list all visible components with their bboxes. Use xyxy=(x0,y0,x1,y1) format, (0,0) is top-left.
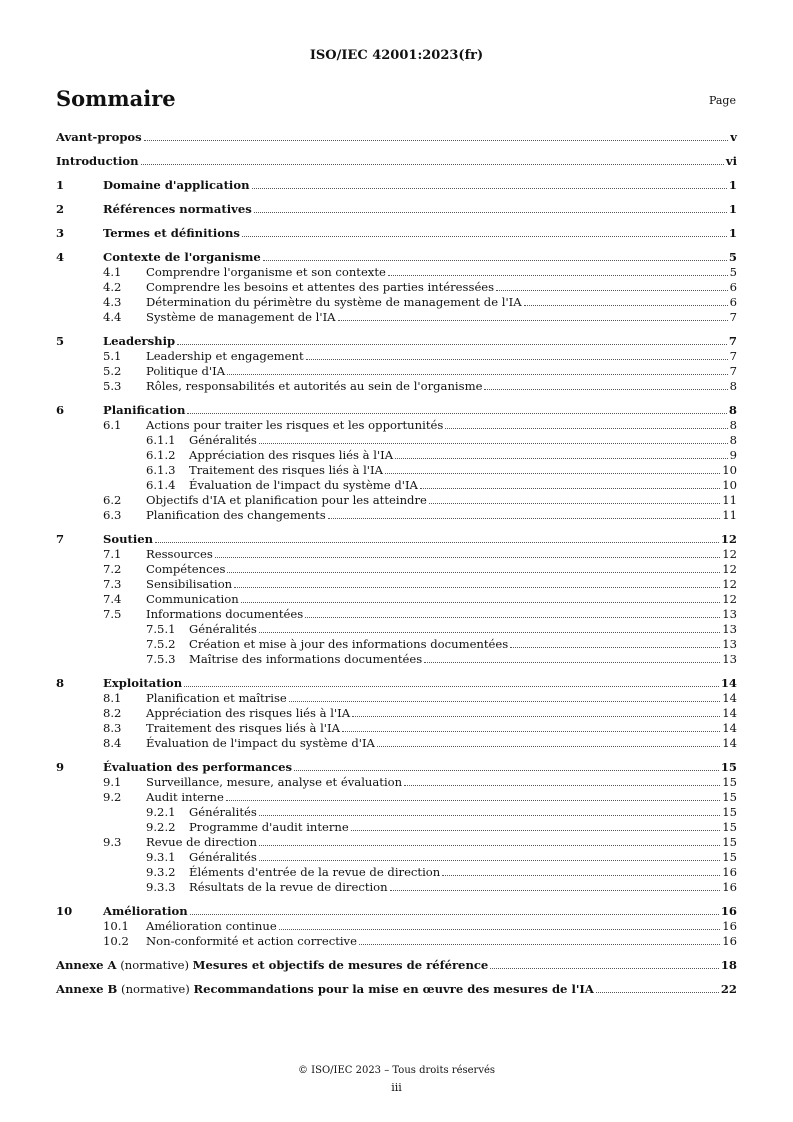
toc-entry[interactable] xyxy=(56,835,737,850)
dot-leader xyxy=(215,556,720,558)
toc-entry[interactable] xyxy=(56,706,737,721)
dot-leader xyxy=(227,373,728,375)
toc-entry[interactable] xyxy=(56,676,737,691)
toc-entry-page: 12 xyxy=(722,562,737,576)
dot-leader xyxy=(289,700,720,702)
toc-entry[interactable] xyxy=(56,652,737,667)
toc-entry-number: 3 xyxy=(56,226,65,240)
toc-entry-number: 7.5.2 xyxy=(146,637,176,651)
toc-entry[interactable] xyxy=(56,202,737,217)
toc-entry-title: Résultats de la revue de direction xyxy=(189,880,388,894)
toc-entry-number: 6.1.2 xyxy=(146,448,176,462)
toc-entry-page: 16 xyxy=(720,904,737,918)
toc-entry-page: 12 xyxy=(720,532,737,546)
dot-leader xyxy=(259,859,720,861)
toc-entry-number: 7.2 xyxy=(103,562,122,576)
toc-entry[interactable] xyxy=(56,805,737,820)
toc-entry[interactable] xyxy=(56,919,737,934)
table-of-contents xyxy=(56,130,737,997)
toc-entry-title: Traitement des risques liés à l'IA xyxy=(189,463,383,477)
dot-leader xyxy=(254,211,727,213)
toc-entry-title: Planification des changements xyxy=(146,508,326,522)
toc-entry-title: Évaluation de l'impact du système d'IA xyxy=(146,736,375,750)
toc-entry-page: 16 xyxy=(722,865,737,879)
toc-entry-title: Sensibilisation xyxy=(146,577,233,591)
toc-entry-title: Leadership et engagement xyxy=(146,349,304,363)
toc-entry-title: Généralités xyxy=(189,850,257,864)
toc-entry-number: 9.3.1 xyxy=(146,850,176,864)
toc-entry-number: 5.3 xyxy=(103,379,122,393)
toc-entry[interactable] xyxy=(56,493,737,508)
dot-leader xyxy=(259,844,720,846)
toc-entry-title: Contexte de l'organisme xyxy=(103,250,261,264)
toc-entry[interactable] xyxy=(56,982,737,997)
toc-entry-page: 1 xyxy=(728,202,737,216)
toc-entry[interactable] xyxy=(56,433,737,448)
toc-entry-page: 6 xyxy=(729,280,737,294)
toc-entry-page: 15 xyxy=(722,820,737,834)
toc-entry-title: Surveillance, mesure, analyse et évaluation xyxy=(146,775,403,789)
dot-leader xyxy=(395,457,728,459)
toc-entry-number: 8.3 xyxy=(103,721,122,735)
copyright-notice: © ISO/IEC 2023 – Tous droits réservés xyxy=(297,1065,496,1076)
annex-type: (normative) xyxy=(117,982,194,996)
toc-entry-page: 1 xyxy=(728,178,737,192)
toc-entry[interactable] xyxy=(56,418,737,433)
toc-entry-title: Planification xyxy=(103,403,186,417)
dot-leader xyxy=(359,943,720,945)
dot-leader xyxy=(420,487,720,489)
toc-entry[interactable] xyxy=(56,880,737,895)
toc-entry-page: 11 xyxy=(722,493,737,507)
toc-entry-title: Audit interne xyxy=(146,790,224,804)
toc-entry[interactable] xyxy=(56,130,737,145)
toc-entry-title: Communication xyxy=(146,592,239,606)
annex-title: Recommandations pour la mise en œuvre des mesures de l'IA xyxy=(193,982,594,996)
toc-entry-page: 8 xyxy=(728,403,737,417)
dot-leader xyxy=(445,427,727,429)
toc-entry-page: 7 xyxy=(729,364,737,378)
dot-leader xyxy=(241,601,721,603)
dot-leader xyxy=(227,571,720,573)
toc-entry-title: Avant-propos xyxy=(56,130,142,144)
toc-entry-page: v xyxy=(730,130,737,144)
dot-leader xyxy=(596,991,719,993)
annex-type: (normative) xyxy=(116,958,193,972)
toc-entry-title: Maîtrise des informations documentées xyxy=(189,652,423,666)
toc-entry-title: Planification et maîtrise xyxy=(146,691,287,705)
toc-entry-number: 9.2 xyxy=(103,790,122,804)
toc-entry-page: 13 xyxy=(722,607,737,621)
dot-leader xyxy=(259,442,728,444)
toc-entry-title: Appréciation des risques liés à l'IA xyxy=(189,448,394,462)
toc-entry-number: 6.1.1 xyxy=(146,433,176,447)
annex-label: Annexe A xyxy=(56,958,117,972)
toc-entry[interactable] xyxy=(56,226,737,241)
dot-leader xyxy=(155,541,719,543)
toc-entry-page: 11 xyxy=(722,508,737,522)
toc-entry-number: 7.3 xyxy=(103,577,122,591)
toc-entry[interactable] xyxy=(56,448,737,463)
dot-leader xyxy=(144,139,729,141)
toc-entry[interactable] xyxy=(56,760,737,775)
toc-entry-number: 10.2 xyxy=(103,934,129,948)
dot-leader xyxy=(187,412,727,414)
dot-leader xyxy=(242,235,727,237)
toc-entry-page: 10 xyxy=(722,463,737,477)
toc-entry-title: Traitement des risques liés à l'IA xyxy=(146,721,340,735)
toc-entry-number: 8.4 xyxy=(103,736,122,750)
toc-entry-page: 12 xyxy=(722,547,737,561)
toc-entry[interactable] xyxy=(56,958,737,973)
toc-entry[interactable] xyxy=(56,250,737,265)
toc-entry[interactable] xyxy=(56,904,737,919)
toc-entry-number: 6.3 xyxy=(103,508,122,522)
toc-entry-page: 22 xyxy=(720,982,737,996)
dot-leader xyxy=(263,259,727,261)
dot-leader xyxy=(226,799,720,801)
toc-entry[interactable] xyxy=(56,850,737,865)
toc-entry[interactable] xyxy=(56,265,737,280)
dot-leader xyxy=(490,967,719,969)
toc-entry[interactable] xyxy=(56,403,737,418)
dot-leader xyxy=(352,715,720,717)
toc-entry-number: 9.3.2 xyxy=(146,865,176,879)
dot-leader xyxy=(306,358,728,360)
toc-entry-title: Introduction xyxy=(56,154,139,168)
dot-leader xyxy=(377,745,720,747)
toc-entry-number: 6.1 xyxy=(103,418,122,432)
dot-leader xyxy=(234,586,720,588)
page-title: Sommaire xyxy=(56,86,176,111)
toc-entry-number: 5 xyxy=(56,334,65,348)
document-header: ISO/IEC 42001:2023(fr) xyxy=(309,48,484,63)
dot-leader xyxy=(338,319,728,321)
toc-entry[interactable] xyxy=(56,547,737,562)
toc-entry-number: 7 xyxy=(56,532,65,546)
toc-entry-page: 8 xyxy=(729,418,737,432)
toc-entry-number: 8.1 xyxy=(103,691,122,705)
toc-entry-page: 15 xyxy=(722,775,737,789)
toc-entry-page: 16 xyxy=(722,880,737,894)
toc-entry-title: Amélioration continue xyxy=(146,919,277,933)
toc-entry[interactable] xyxy=(56,775,737,790)
dot-leader xyxy=(328,517,721,519)
toc-entry-title: Programme d'audit interne xyxy=(189,820,349,834)
toc-entry[interactable] xyxy=(56,865,737,880)
toc-entry-number: 2 xyxy=(56,202,65,216)
toc-entry-number: 7.5 xyxy=(103,607,122,621)
toc-entry[interactable] xyxy=(56,721,737,736)
toc-entry-page: 13 xyxy=(722,622,737,636)
toc-entry-page: 14 xyxy=(722,721,737,735)
toc-entry[interactable] xyxy=(56,334,737,349)
toc-entry[interactable] xyxy=(56,577,737,592)
toc-entry-title: Termes et définitions xyxy=(103,226,240,240)
toc-entry-title: Domaine d'application xyxy=(103,178,250,192)
toc-entry-title: Revue de direction xyxy=(146,835,257,849)
toc-entry-title: Informations documentées xyxy=(146,607,304,621)
dot-leader xyxy=(141,163,724,165)
toc-entry-number: 4.4 xyxy=(103,310,122,324)
toc-entry-number: 7.1 xyxy=(103,547,122,561)
dot-leader xyxy=(390,889,721,891)
toc-entry[interactable] xyxy=(56,691,737,706)
toc-entry-number: 8 xyxy=(56,676,65,690)
toc-entry-page: 14 xyxy=(722,691,737,705)
toc-entry-number: 7.4 xyxy=(103,592,122,606)
toc-entry-number: 1 xyxy=(56,178,65,192)
dot-leader xyxy=(388,274,728,276)
dot-leader xyxy=(190,913,719,915)
toc-entry-title: Soutien xyxy=(103,532,154,546)
toc-entry[interactable] xyxy=(56,592,737,607)
toc-entry-title: Leadership xyxy=(103,334,176,348)
dot-leader xyxy=(259,631,720,633)
toc-entry-number: 7.5.3 xyxy=(146,652,176,666)
dot-leader xyxy=(424,661,720,663)
toc-entry-page: 13 xyxy=(722,637,737,651)
toc-entry[interactable] xyxy=(56,562,737,577)
dot-leader xyxy=(342,730,720,732)
toc-entry-title: Références normatives xyxy=(103,202,252,216)
toc-entry-number: 9.1 xyxy=(103,775,122,789)
toc-entry-title: Généralités xyxy=(189,805,257,819)
toc-entry-number: 9.3.3 xyxy=(146,880,176,894)
toc-annex-title xyxy=(56,982,594,997)
toc-entry-title: Généralités xyxy=(189,622,257,636)
toc-entry-title: Comprendre les besoins et attentes des parties intéressées xyxy=(146,280,495,294)
toc-entry[interactable] xyxy=(56,790,737,805)
toc-entry[interactable] xyxy=(56,820,737,835)
toc-entry-page: 7 xyxy=(728,334,737,348)
toc-entry-number: 7.5.1 xyxy=(146,622,176,636)
dot-leader xyxy=(496,289,727,291)
page-number: iii xyxy=(391,1081,402,1094)
toc-entry-page: 5 xyxy=(728,250,737,264)
toc-entry-title: Système de management de l'IA xyxy=(146,310,336,324)
dot-leader xyxy=(429,502,720,504)
toc-entry-number: 4.3 xyxy=(103,295,122,309)
toc-entry-page: 6 xyxy=(729,295,737,309)
toc-entry-page: 16 xyxy=(722,919,737,933)
toc-entry-title: Éléments d'entrée de la revue de direction xyxy=(189,865,441,879)
toc-entry-title: Détermination du périmètre du système de management de l'IA xyxy=(146,295,522,309)
dot-leader xyxy=(510,646,720,648)
toc-entry-number: 10 xyxy=(56,904,73,918)
toc-entry-number: 4 xyxy=(56,250,65,264)
toc-entry-title: Évaluation des performances xyxy=(103,760,293,774)
dot-leader xyxy=(351,829,720,831)
toc-entry[interactable] xyxy=(56,607,737,622)
toc-entry[interactable] xyxy=(56,349,737,364)
dot-leader xyxy=(184,685,719,687)
dot-leader xyxy=(484,388,727,390)
toc-entry-page: 5 xyxy=(729,265,737,279)
toc-entry-page: 14 xyxy=(720,676,737,690)
toc-entry-page: 12 xyxy=(722,592,737,606)
toc-entry-number: 8.2 xyxy=(103,706,122,720)
toc-entry-title: Actions pour traiter les risques et les opportunités xyxy=(146,418,444,432)
toc-entry[interactable] xyxy=(56,478,737,493)
toc-entry-page: 15 xyxy=(722,850,737,864)
toc-entry-title: Ressources xyxy=(146,547,213,561)
toc-entry-page: 12 xyxy=(722,577,737,591)
toc-entry[interactable] xyxy=(56,736,737,751)
toc-entry[interactable] xyxy=(56,379,737,394)
toc-entry-number: 9.2.1 xyxy=(146,805,176,819)
toc-entry[interactable] xyxy=(56,310,737,325)
dot-leader xyxy=(279,928,721,930)
toc-entry-title: Évaluation de l'impact du système d'IA xyxy=(189,478,418,492)
dot-leader xyxy=(177,343,727,345)
toc-entry-page: 16 xyxy=(722,934,737,948)
dot-leader xyxy=(294,769,719,771)
toc-entry-title: Non-conformité et action corrective xyxy=(146,934,357,948)
toc-entry[interactable] xyxy=(56,178,737,193)
dot-leader xyxy=(305,616,720,618)
toc-entry[interactable] xyxy=(56,934,737,949)
dot-leader xyxy=(259,814,720,816)
toc-entry-number: 5.2 xyxy=(103,364,122,378)
dot-leader xyxy=(442,874,720,876)
toc-entry-page: 15 xyxy=(722,790,737,804)
toc-entry-page: 1 xyxy=(728,226,737,240)
toc-entry-number: 5.1 xyxy=(103,349,122,363)
toc-entry-number: 6 xyxy=(56,403,65,417)
toc-entry-number: 6.1.3 xyxy=(146,463,176,477)
toc-entry[interactable] xyxy=(56,280,737,295)
toc-entry-title: Amélioration xyxy=(103,904,188,918)
toc-entry-number: 9 xyxy=(56,760,65,774)
toc-entry[interactable] xyxy=(56,154,737,169)
toc-entry-page: 13 xyxy=(722,652,737,666)
dot-leader xyxy=(385,472,720,474)
toc-entry-title: Appréciation des risques liés à l'IA xyxy=(146,706,351,720)
toc-entry[interactable] xyxy=(56,622,737,637)
toc-entry[interactable] xyxy=(56,532,737,547)
toc-entry-page: 14 xyxy=(722,736,737,750)
toc-entry-page: 14 xyxy=(722,706,737,720)
toc-entry-number: 6.1.4 xyxy=(146,478,176,492)
toc-entry[interactable] xyxy=(56,364,737,379)
toc-entry-number: 9.2.2 xyxy=(146,820,176,834)
toc-entry[interactable] xyxy=(56,463,737,478)
toc-entry-number: 4.1 xyxy=(103,265,122,279)
toc-annex-title xyxy=(56,958,488,973)
toc-entry-title: Création et mise à jour des informations documentées xyxy=(189,637,509,651)
toc-entry[interactable] xyxy=(56,295,737,310)
annex-label: Annexe B xyxy=(56,982,118,996)
toc-entry-page: 10 xyxy=(722,478,737,492)
toc-entry-page: 8 xyxy=(729,379,737,393)
toc-entry-number: 6.2 xyxy=(103,493,122,507)
toc-entry-page: 15 xyxy=(722,805,737,819)
toc-entry[interactable] xyxy=(56,637,737,652)
page-column-label: Page xyxy=(708,94,736,107)
toc-entry-number: 4.2 xyxy=(103,280,122,294)
toc-entry-page: 7 xyxy=(729,310,737,324)
toc-entry-title: Compétences xyxy=(146,562,226,576)
toc-entry-page: 9 xyxy=(729,448,737,462)
toc-entry-page: vi xyxy=(725,154,737,168)
toc-entry-title: Exploitation xyxy=(103,676,183,690)
toc-entry-page: 15 xyxy=(722,835,737,849)
toc-entry-title: Généralités xyxy=(189,433,257,447)
toc-entry-title: Politique d'IA xyxy=(146,364,226,378)
toc-entry-number: 9.3 xyxy=(103,835,122,849)
annex-title: Mesures et objectifs de mesures de référence xyxy=(192,958,489,972)
toc-entry-page: 7 xyxy=(729,349,737,363)
toc-entry-title: Rôles, responsabilités et autorités au sein de l'organisme xyxy=(146,379,483,393)
dot-leader xyxy=(404,784,720,786)
dot-leader xyxy=(252,187,727,189)
page-footer xyxy=(0,1065,793,1094)
toc-entry-page: 18 xyxy=(720,958,737,972)
toc-entry-number: 10.1 xyxy=(103,919,129,933)
toc-entry[interactable] xyxy=(56,508,737,523)
toc-entry-title: Comprendre l'organisme et son contexte xyxy=(146,265,386,279)
toc-entry-page: 8 xyxy=(729,433,737,447)
toc-entry-page: 15 xyxy=(720,760,737,774)
toc-entry-title: Objectifs d'IA et planification pour les atteindre xyxy=(146,493,427,507)
dot-leader xyxy=(524,304,728,306)
